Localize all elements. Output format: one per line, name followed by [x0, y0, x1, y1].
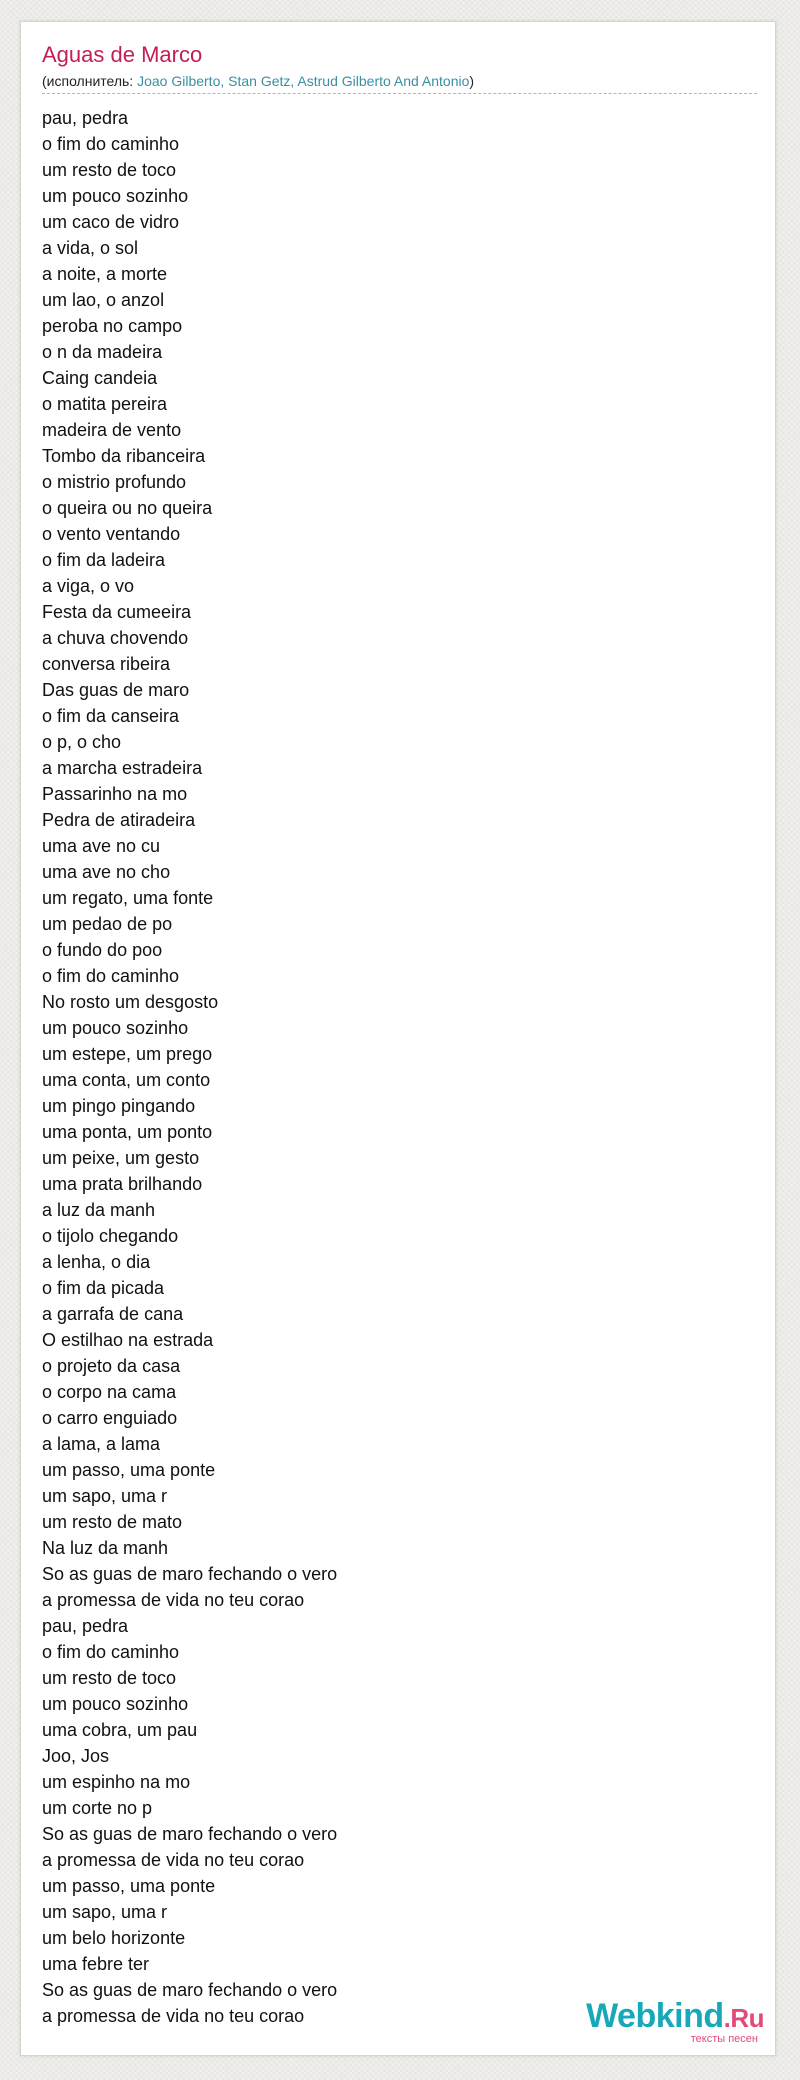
lyric-line: um sapo, uma r — [42, 1902, 168, 1922]
lyric-line: o mistrio profundo — [42, 472, 187, 492]
lyric-line: Caing candeia — [42, 368, 158, 388]
lyric-line: a promessa de vida no teu corao — [42, 2006, 305, 2026]
lyric-line: Na luz da manh — [42, 1538, 169, 1558]
performer-prefix: (исполнитель: — [42, 73, 138, 89]
lyric-line: um espinho na mo — [42, 1772, 191, 1792]
logo-wordmark — [586, 1996, 764, 2038]
lyric-line: peroba no campo — [42, 316, 183, 336]
lyric-line: um passo, uma ponte — [42, 1460, 216, 1480]
lyric-line: um regato, uma fonte — [42, 888, 214, 908]
lyric-line: a lenha, o dia — [42, 1252, 151, 1272]
lyric-line: o fim da canseira — [42, 706, 180, 726]
lyric-line: o fim da ladeira — [42, 550, 166, 570]
lyric-line: a promessa de vida no teu corao — [42, 1850, 305, 1870]
lyric-line: um pedao de po — [42, 914, 173, 934]
lyric-line: o fim da picada — [42, 1278, 165, 1298]
lyrics-text — [42, 105, 337, 2029]
lyric-line: So as guas de maro fechando o vero — [42, 1564, 338, 1584]
lyric-line: um peixe, um gesto — [42, 1148, 200, 1168]
lyric-line: um lao, o anzol — [42, 290, 165, 310]
song-title: Aguas de Marco — [42, 42, 203, 67]
lyric-line: um resto de mato — [42, 1512, 183, 1532]
lyric-line: uma ave no cu — [42, 836, 161, 856]
lyric-line: o fim do caminho — [42, 134, 180, 154]
lyric-line: uma ave no cho — [42, 862, 171, 882]
lyric-line: madeira de vento — [42, 420, 182, 440]
lyric-line: o corpo na cama — [42, 1382, 177, 1402]
performer-suffix: ) — [469, 73, 475, 89]
lyric-line: a vida, o sol — [42, 238, 139, 258]
lyric-line: uma febre ter — [42, 1954, 150, 1974]
webkind-logo[interactable] — [559, 1996, 764, 2046]
lyric-line: Passarinho na mo — [42, 784, 188, 804]
lyric-line: a marcha estradeira — [42, 758, 203, 778]
lyric-line: a luz da manh — [42, 1200, 156, 1220]
logo-tagline: тексты песен — [690, 2033, 758, 2045]
lyric-line: So as guas de maro fechando o vero — [42, 1980, 338, 2000]
lyric-line: o carro enguiado — [42, 1408, 178, 1428]
lyric-line: a chuva chovendo — [42, 628, 189, 648]
performer-link[interactable]: Joao Gilberto, Stan Getz, Astrud Gilberto And Antonio — [137, 73, 470, 89]
lyric-line: um pouco sozinho — [42, 186, 189, 206]
lyric-line: o fim do caminho — [42, 1642, 180, 1662]
lyric-line: a viga, o vo — [42, 576, 135, 596]
lyric-line: No rosto um desgosto — [42, 992, 219, 1012]
lyric-line: uma conta, um conto — [42, 1070, 211, 1090]
lyric-line: a lama, a lama — [42, 1434, 161, 1454]
lyric-line: um belo horizonte — [42, 1928, 186, 1948]
lyric-line: o queira ou no queira — [42, 498, 213, 518]
lyric-line: a noite, a morte — [42, 264, 168, 284]
lyric-line: um estepe, um prego — [42, 1044, 213, 1064]
lyric-line: um corte no p — [42, 1798, 153, 1818]
logo-name: Webkind — [586, 1997, 724, 2035]
lyric-line: pau, pedra — [42, 108, 129, 128]
lyric-line: um passo, uma ponte — [42, 1876, 216, 1896]
lyric-line: um pingo pingando — [42, 1096, 196, 1116]
lyric-line: uma cobra, um pau — [42, 1720, 198, 1740]
lyric-line: um resto de toco — [42, 160, 177, 180]
performer-line — [42, 72, 757, 94]
lyric-line: um pouco sozinho — [42, 1018, 189, 1038]
lyric-line: O estilhao na estrada — [42, 1330, 214, 1350]
lyric-line: Das guas de maro — [42, 680, 190, 700]
lyric-line: o projeto da casa — [42, 1356, 181, 1376]
lyric-line: um caco de vidro — [42, 212, 180, 232]
lyric-line: o matita pereira — [42, 394, 168, 414]
lyric-line: a garrafa de cana — [42, 1304, 184, 1324]
lyric-line: o fim do caminho — [42, 966, 180, 986]
lyric-line: a promessa de vida no teu corao — [42, 1590, 305, 1610]
lyric-line: o p, o cho — [42, 732, 122, 752]
lyric-line: o fundo do poo — [42, 940, 163, 960]
lyric-line: conversa ribeira — [42, 654, 171, 674]
lyric-line: uma prata brilhando — [42, 1174, 203, 1194]
lyric-line: o vento ventando — [42, 524, 181, 544]
lyric-line: um resto de toco — [42, 1668, 177, 1688]
lyric-line: o n da madeira — [42, 342, 163, 362]
lyric-line: Pedra de atiradeira — [42, 810, 196, 830]
lyric-line: Tombo da ribanceira — [42, 446, 206, 466]
lyric-line: o tijolo chegando — [42, 1226, 179, 1246]
lyric-line: uma ponta, um ponto — [42, 1122, 213, 1142]
lyric-line: um pouco sozinho — [42, 1694, 189, 1714]
lyric-line: pau, pedra — [42, 1616, 129, 1636]
lyric-line: So as guas de maro fechando o vero — [42, 1824, 338, 1844]
lyric-line: Joo, Jos — [42, 1746, 110, 1766]
lyric-line: Festa da cumeeira — [42, 602, 192, 622]
lyrics-card — [20, 21, 776, 2056]
logo-tld: .Ru — [723, 2003, 764, 2033]
lyric-line: um sapo, uma r — [42, 1486, 168, 1506]
